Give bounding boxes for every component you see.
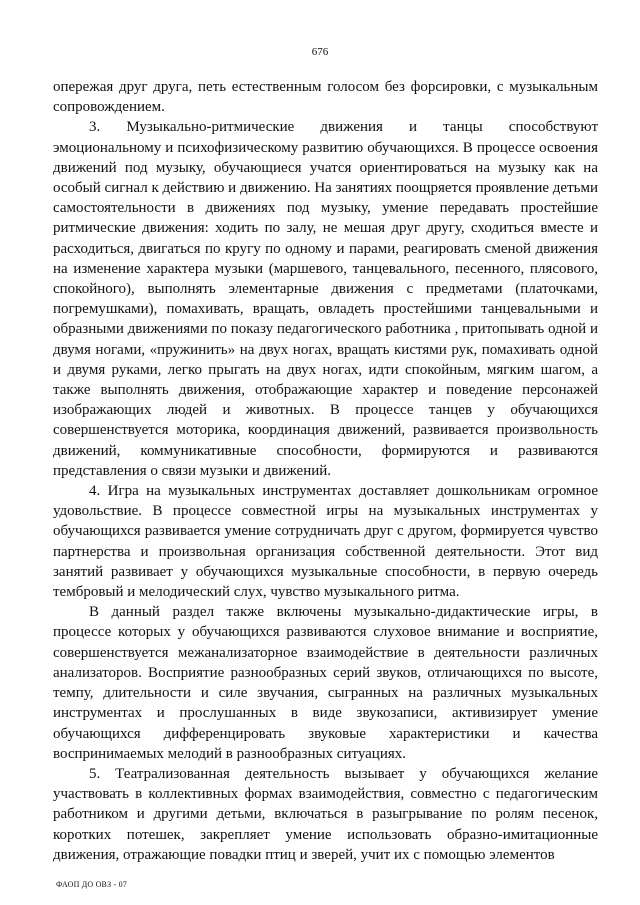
paragraph-didactic-games: В данный раздел также включены музыкально-дидактические игры, в процессе которых у обучающихся развиваются слуховое внимание и восприятие, совершенствуется межанализаторное взаимодействие в деятельности различных анализаторов. Восприятие разнообразных серий звуков, отличающихся по высоте, темпу, длительности и силе звучания, сыгранных на различных музыкальных инструментах и прослушанных в виде звукозаписи, активизирует умение обучающихся дифференцировать звуковые характеристики и качества воспринимаемых мелодий в разнообразных ситуациях. [53, 604, 598, 762]
paragraph-theatrical-activity: 5. Театрализованная деятельность вызывает у обучающихся желание участвовать в коллективных формах взаимодействия, совместно с педагогическим работником и другими детьми, включаться в разыгрывание по ролям песенок, коротких потешек, закрепляет умение использовать образно-имитационные движения, отражающие повадки птиц и зверей, учит их с помощью элементов [53, 765, 598, 863]
page-number: 676 [311, 46, 329, 58]
paragraph-continuation: опережая друг друга, петь естественным голосом без форсировки, с музыкальным сопровождением. [53, 79, 598, 116]
paragraph-musical-instruments: 4. Игра на музыкальных инструментах доставляет дошкольникам огромное удовольствие. В процессе совместной игры на музыкальных инструментах у обучающихся развивается умение сотрудничать друг с другом, формируется чувство партнерства и произвольная организация собственной деятельности. Этот вид занятий развивает у обучающихся музыкальные способности, в первую очередь тембровый и мелодический слух, чувство музыкального ритма. [53, 483, 598, 601]
paragraph-music-rhythmic-movements: 3. Музыкально-ритмические движения и танцы способствуют эмоциональному и психофизическому развитию обучающихся. В процессе освоения движений под музыку, обучающиеся учатся ориентироваться на музыку как на особый сигнал к действию и движению. На занятиях поощряется проявление детьми самостоятельности в движениях под музыку, умение передавать простейшие ритмические движения: ходить по залу, не мешая друг другу, сходиться вместе и расходиться, двигаться по кругу по одному и парами, реагировать сменой движения на изменение характера музыки (маршевого, танцевального, песенного, плясового, спокойного), выполнять элементарные движения с предметами (платочками, погремушками), помахивать, вращать, овладеть простейшими танцевальными и образными движениями по показу педагогического работника , притопывать одной и двумя ногами, «пружинить» на двух ногах, вращать кистями рук, помахивать одной и двумя руками, легко прыгать на двух ногах, идти спокойным, мягким шагом, а также выполнять движения, отображающие характер и поведение персонажей изображающих людей и животных. В процессе танцев у обучающихся совершенствуется моторика, координация движений, развивается произвольность движений, коммуникативные способности, формируются и развиваются представления о связи музыки и движений. [53, 119, 598, 479]
document-footer: ФАОП ДО ОВЗ - 07 [56, 880, 127, 889]
document-body [53, 77, 598, 865]
